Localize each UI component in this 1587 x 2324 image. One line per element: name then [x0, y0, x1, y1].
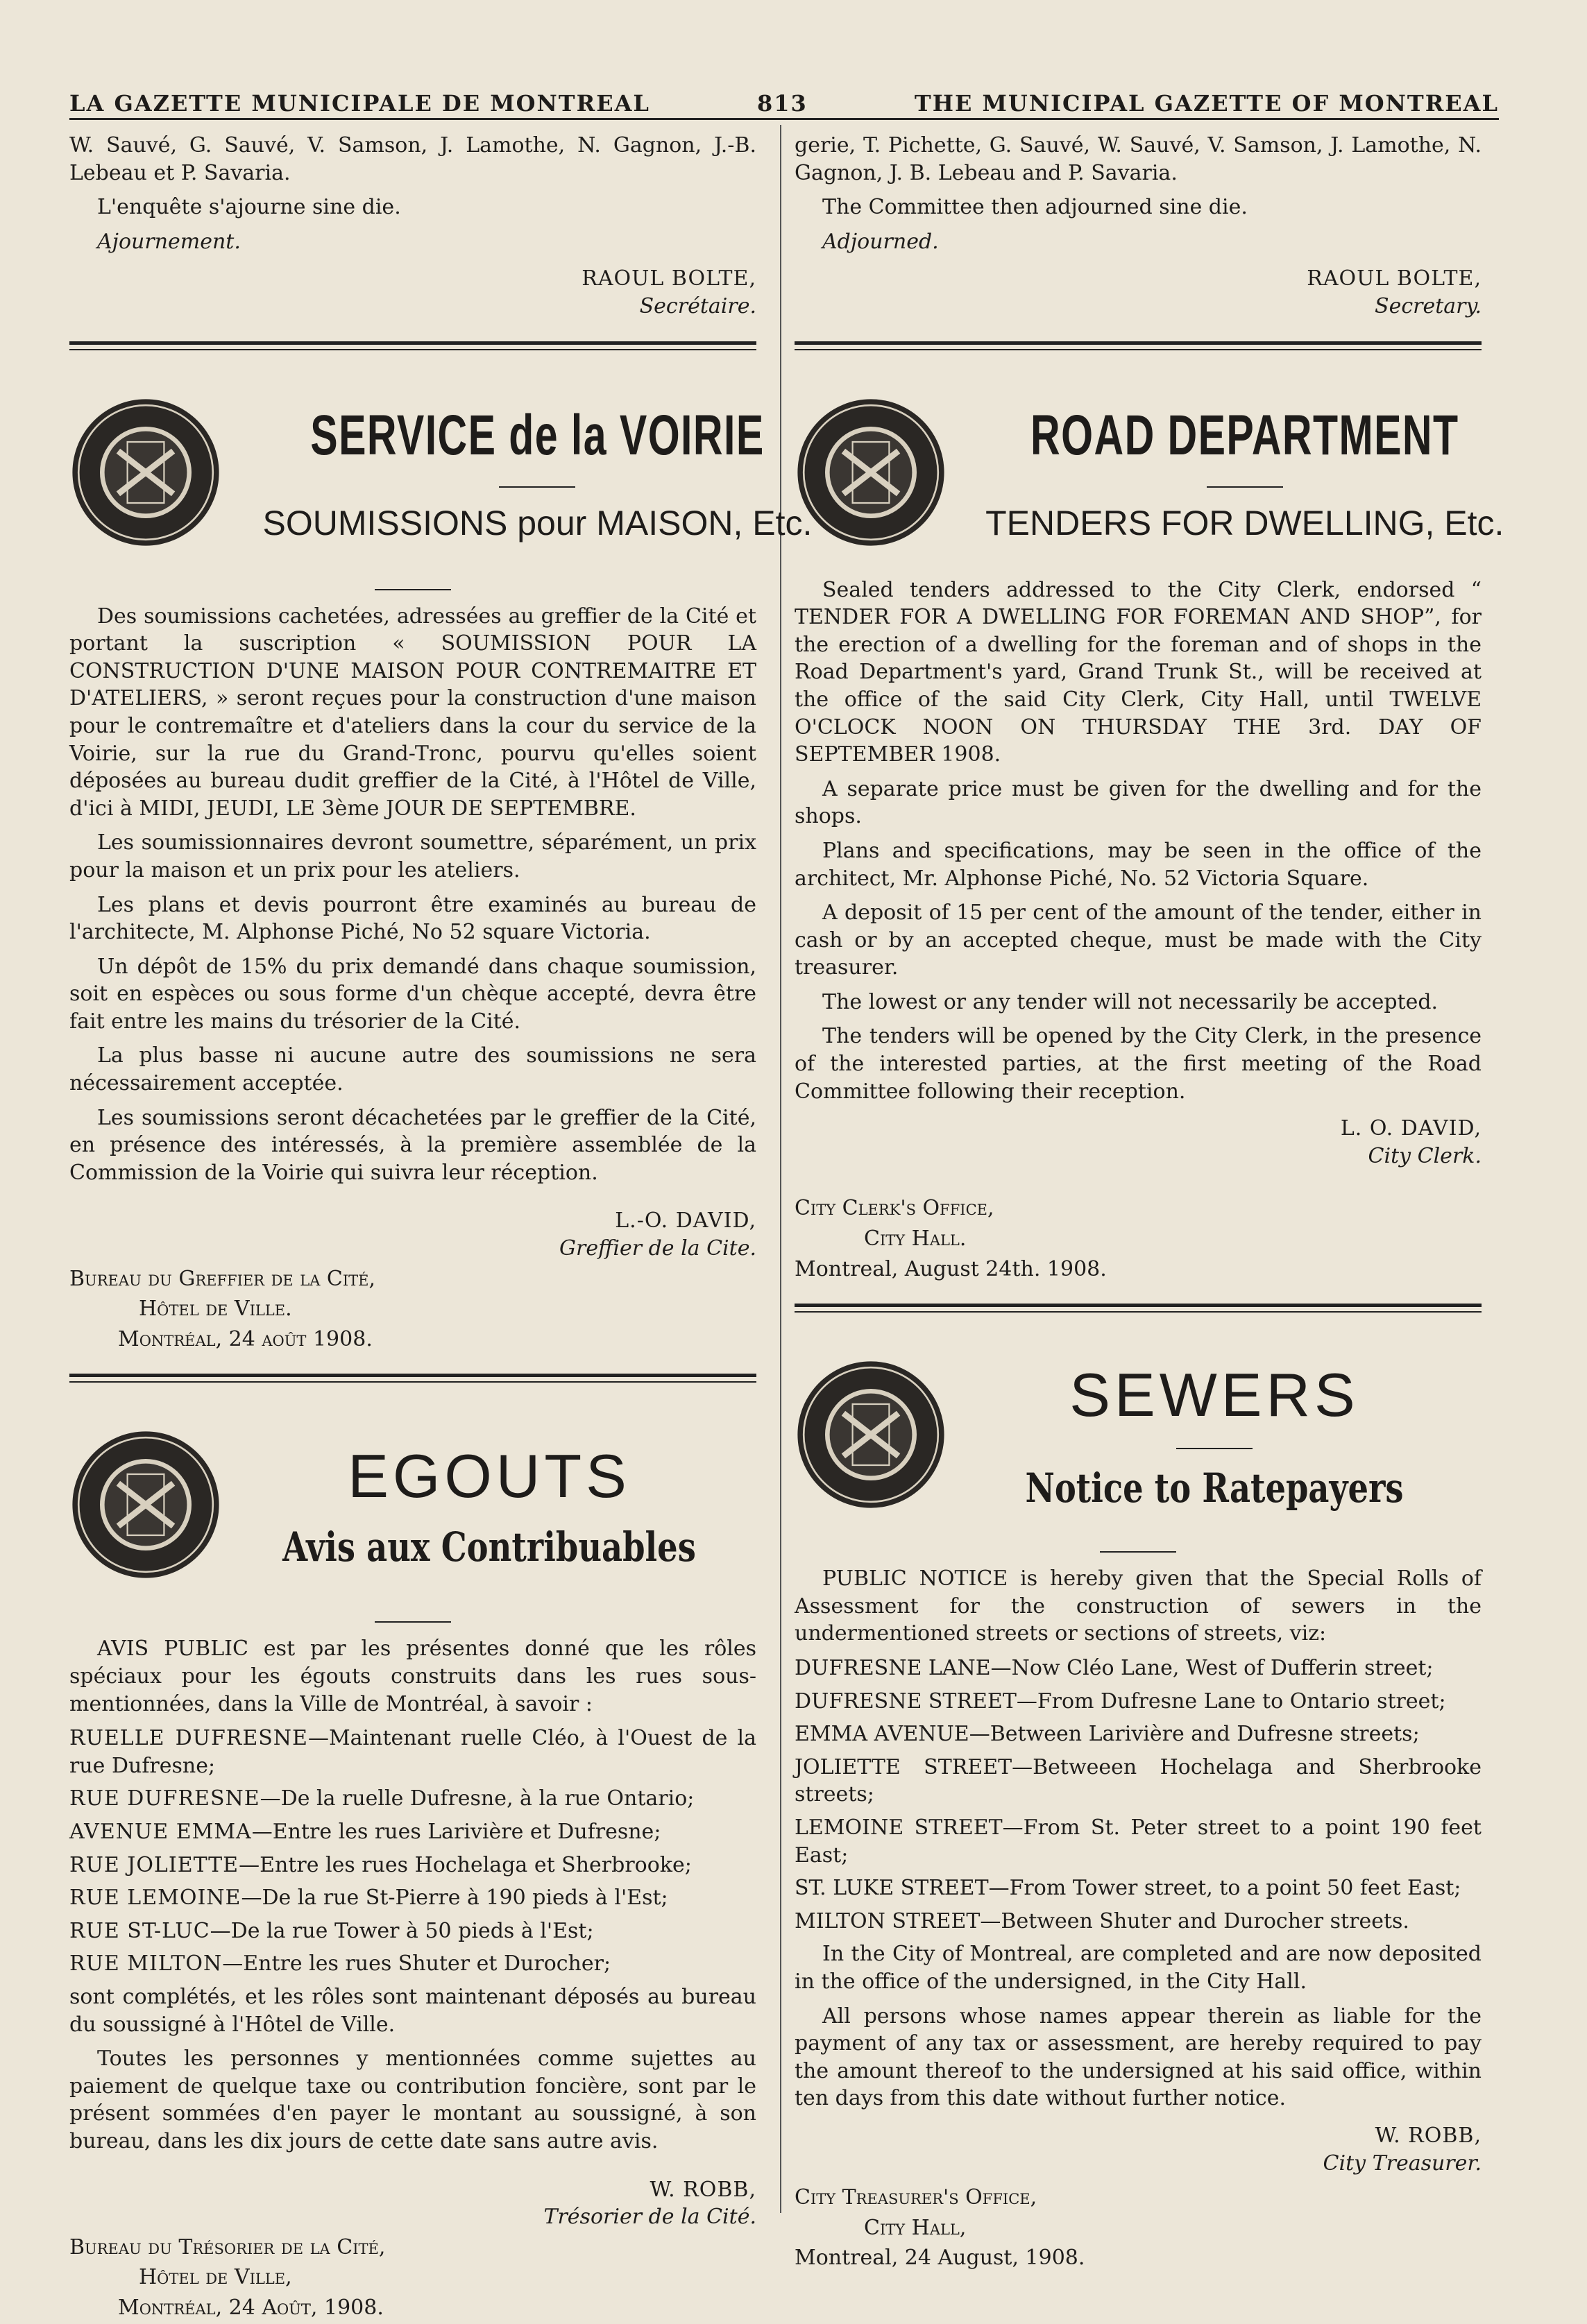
sewers-street-list [795, 1655, 1482, 1935]
city-seal-icon [69, 1428, 222, 1581]
right-column [795, 132, 1504, 2275]
sewers-signer-title: City Treasurer. [1323, 2151, 1482, 2176]
list-item: EMMA AVENUE—Between Larivière and Dufresne streets; [795, 1722, 1420, 1747]
subtitle-rule [1100, 1551, 1176, 1553]
road-p1: Sealed tenders addressed to the City Clerk, endorsed “ TENDER FOR A DWELLING FOR FOREMAN AND SHOP”, for the erection of a dwelling for the foreman and of shops in the Road Department's yard, Grand Trunk St., will be received at the office of the said City Clerk, City Hall, until TWELVE O'CLOCK NOON ON THURSDAY THE 3rd. DAY OF SEPTEMBER 1908. [795, 577, 1482, 767]
subtitle-rule [375, 589, 451, 590]
egouts-street-list [69, 1725, 756, 1978]
minutes-fr-line3: Ajournement. [97, 229, 241, 254]
minutes-fr-title: Secrétaire. [639, 293, 756, 318]
list-item: DUFRESNE LANE—Now Cléo Lane, West of Dufferin street; [795, 1656, 1434, 1680]
minutes-en-line3: Adjourned. [822, 229, 939, 254]
sewers-notice [795, 1331, 1482, 2272]
egouts-p1: sont complétés, et les rôles sont maintenant déposés au bureau du soussigné à l'Hôtel de Ville. [69, 1984, 756, 2037]
egouts-office3: Montréal, 24 Août, 1908. [118, 2295, 384, 2320]
road-p3: Plans and specifications, may be seen in the office of the architect, Mr. Alphonse Piché, No. 52 Victoria Square. [795, 838, 1482, 891]
road-office3: Montreal, August 24th. 1908. [795, 1256, 1107, 1281]
title-rule [1176, 1448, 1253, 1449]
sewers-office1: City Treasurer's Office, [795, 2185, 1037, 2210]
voirie-office2: Hôtel de Ville. [139, 1297, 292, 1322]
voirie-office1: Bureau du Greffier de la Cité, [69, 1266, 376, 1291]
road-office [795, 1195, 1482, 1283]
voirie-heading [69, 368, 813, 576]
egouts-heading [69, 1401, 756, 1609]
list-item: ST. LUKE STREET—From Tower street, to a point 50 feet East; [795, 1876, 1461, 1901]
section-rule [69, 1374, 756, 1383]
road-p4: A deposit of 15 per cent of the amount of the tender, either in cash or by an accepted cheque, must be made with the City treasurer. [795, 900, 1482, 980]
egouts-signer: W. ROBB, [650, 2177, 756, 2202]
sewers-p2: All persons whose names appear therein as liable for the payment of any tax or assessment, are hereby required to pay the amount thereof to the undersigned at his said office, within ten days from this date without further notice. [795, 2003, 1482, 2111]
page-number: 813 [757, 90, 808, 117]
voirie-subtitle: SOUMISSIONS pour MAISON, Etc. [262, 503, 813, 542]
left-column [69, 132, 813, 2324]
minutes-en-line2: The Committee then adjourned sine die. [822, 195, 1248, 220]
header-left: LA GAZETTE MUNICIPALE DE MONTREAL [69, 90, 650, 117]
voirie-p3: Les plans et devis pourront être examinés au bureau de l'architecte, M. Alphonse Piché, No 52 square Victoria. [69, 892, 756, 945]
sewers-p1: In the City of Montreal, are completed and are now deposited in the office of the undersigned, in the City Hall. [795, 1942, 1482, 1994]
header-right: THE MUNICIPAL GAZETTE OF MONTREAL [914, 90, 1499, 117]
section-rule [795, 341, 1482, 350]
list-item: RUE JOLIETTE—Entre les rues Hochelaga et Sherbrooke; [69, 1852, 692, 1877]
list-item: DUFRESNE STREET—From Dufresne Lane to Ontario street; [795, 1689, 1446, 1714]
egouts-office1: Bureau du Trésorier de la Cité, [69, 2235, 386, 2259]
minutes-en-signer: RAOUL BOLTE, [1307, 266, 1482, 291]
voirie-title: SERVICE de la VOIRIE [310, 404, 765, 468]
running-head [69, 75, 1499, 117]
road-p5: The lowest or any tender will not necessarily be accepted. [822, 989, 1439, 1014]
egouts-p2: Toutes les personnes y mentionnées comme sujettes au paiement de quelque taxe ou contribution foncière, sont par le présent sommées d'en payer le montant au soussigné, à son bureau, dans les dix jours de cette date sans autre avis. [69, 2047, 756, 2153]
list-item: RUELLE DUFRESNE—Maintenant ruelle Cléo, à l'Ouest de la rue Dufresne; [69, 1726, 756, 1778]
city-seal-icon [69, 396, 222, 549]
voirie-notice [69, 368, 813, 1353]
minutes-fr-signer: RAOUL BOLTE, [582, 266, 756, 291]
city-seal-icon [795, 1358, 947, 1511]
subtitle-rule [375, 1621, 451, 1623]
sewers-heading [795, 1331, 1482, 1539]
sewers-office3: Montreal, 24 August, 1908. [795, 2246, 1085, 2271]
list-item: JOLIETTE STREET—Betweeen Hochelaga and Sherbrooke streets; [795, 1754, 1482, 1807]
minutes-en-title: Secretary. [1375, 293, 1482, 318]
voirie-office [69, 1265, 756, 1353]
section-rule [69, 341, 756, 350]
sewers-intro: PUBLIC NOTICE is hereby given that the Special Rolls of Assessment for the construction of sewers in the undermentioned streets or sections of streets, viz: [795, 1566, 1482, 1646]
road-signer-title: City Clerk. [1368, 1143, 1482, 1168]
city-seal-icon [795, 396, 947, 549]
road-p2: A separate price must be given for the dwelling and for the shops. [795, 776, 1482, 829]
list-item: RUE MILTON—Entre les rues Shuter et Durocher; [69, 1951, 611, 1976]
voirie-p6: Les soumissions seront décachetées par le greffier de la Cité, en présence des intéressés, à la première assemblée de la Commission de la Voirie qui suivra leur réception. [69, 1105, 756, 1185]
minutes-en [795, 132, 1482, 321]
voirie-p4: Un dépôt de 15% du prix demandé dans chaque soumission, soit en espèces ou sous forme d'un chèque accepté, devra être fait entre les mains du trésorier de la Cité. [69, 954, 756, 1034]
title-rule [1207, 486, 1283, 488]
sewers-office [795, 2184, 1482, 2272]
egouts-intro: AVIS PUBLIC est par les présentes donné que les rôles spéciaux pour les égouts construits dans les rues sous-mentionnées, dans la Ville de Montréal, à savoir : [69, 1637, 756, 1716]
list-item: MILTON STREET—Between Shuter and Durocher streets. [795, 1908, 1409, 1933]
minutes-fr [69, 132, 756, 321]
egouts-office [69, 2234, 756, 2322]
list-item: AVENUE EMMA—Entre les rues Larivière et Dufresne; [69, 1819, 661, 1844]
voirie-p5: La plus basse ni aucune autre des soumissions ne sera nécessairement acceptée. [69, 1043, 756, 1096]
minutes-en-line1: gerie, T. Pichette, G. Sauvé, W. Sauvé, V. Samson, J. Lamothe, N. Gagnon, J. B. Lebeau and P. Savaria. [795, 133, 1482, 185]
list-item: LEMOINE STREET—From St. Peter street to a point 190 feet East; [795, 1815, 1482, 1868]
list-item: RUE LEMOINE—De la rue St-Pierre à 190 pieds à l'Est; [69, 1886, 668, 1911]
egouts-signer-title: Trésorier de la Cité. [543, 2205, 756, 2230]
road-notice [795, 368, 1504, 1283]
voirie-signer-title: Greffier de la Cite. [559, 1236, 756, 1261]
minutes-fr-line2: L'enquête s'ajourne sine die. [97, 195, 401, 220]
list-item: RUE ST-LUC—De la rue Tower à 50 pieds à l'Est; [69, 1918, 594, 1943]
road-heading [795, 368, 1504, 576]
voirie-signer: L.-O. DAVID, [615, 1208, 756, 1233]
voirie-office3: Montréal, 24 août 1908. [118, 1326, 373, 1351]
header-rule [69, 118, 1499, 120]
sewers-subtitle: Notice to Ratepayers [1025, 1464, 1404, 1512]
egouts-office2: Hôtel de Ville, [139, 2265, 292, 2290]
sewers-office2: City Hall, [864, 2215, 967, 2240]
sewers-signer: W. ROBB, [1375, 2123, 1482, 2148]
minutes-fr-line1: W. Sauvé, G. Sauvé, V. Samson, J. Lamothe, N. Gagnon, J.-B. Lebeau et P. Savaria. [69, 133, 756, 185]
road-title: ROAD DEPARTMENT [1030, 404, 1459, 468]
road-signer: L. O. DAVID, [1340, 1116, 1482, 1141]
list-item: RUE DUFRESNE—De la ruelle Dufresne, à la rue Ontario; [69, 1786, 695, 1811]
road-p6: The tenders will be opened by the City Clerk, in the presence of the interested parties, at the first meeting of the Road Committee following their reception. [795, 1024, 1482, 1104]
voirie-p2: Les soumissionnaires devront soumettre, séparément, un prix pour la maison et un prix pour les ateliers. [69, 830, 756, 882]
section-rule [795, 1304, 1482, 1313]
sewers-title: SEWERS [1069, 1360, 1359, 1429]
egouts-notice [69, 1401, 756, 2321]
road-subtitle: TENDERS FOR DWELLING, Etc. [985, 503, 1504, 542]
egouts-title: EGOUTS [348, 1442, 631, 1511]
title-rule [499, 486, 575, 488]
egouts-subtitle: Avis aux Contribuables [282, 1523, 696, 1571]
voirie-p1: Des soumissions cachetées, adressées au greffier de la Cité et portant la suscription « SOUMISSION POUR LA CONSTRUCTION D'UNE MAISON POUR CONTREMAITRE ET D'ATELIERS, » seront reçues pour la construction d'une maison pour le contremaître et d'ateliers dans la cour du service de la Voirie, sur la rue du Grand-Tronc, pourvu qu'elles soient déposées au bureau dudit greffier de la Cité, à l'Hôtel de Ville, d'ici à MIDI, JEUDI, LE 3ème JOUR DE SEPTEMBRE. [69, 604, 756, 821]
road-office2: City Hall. [864, 1227, 967, 1251]
road-office1: City Clerk's Office, [795, 1196, 994, 1221]
